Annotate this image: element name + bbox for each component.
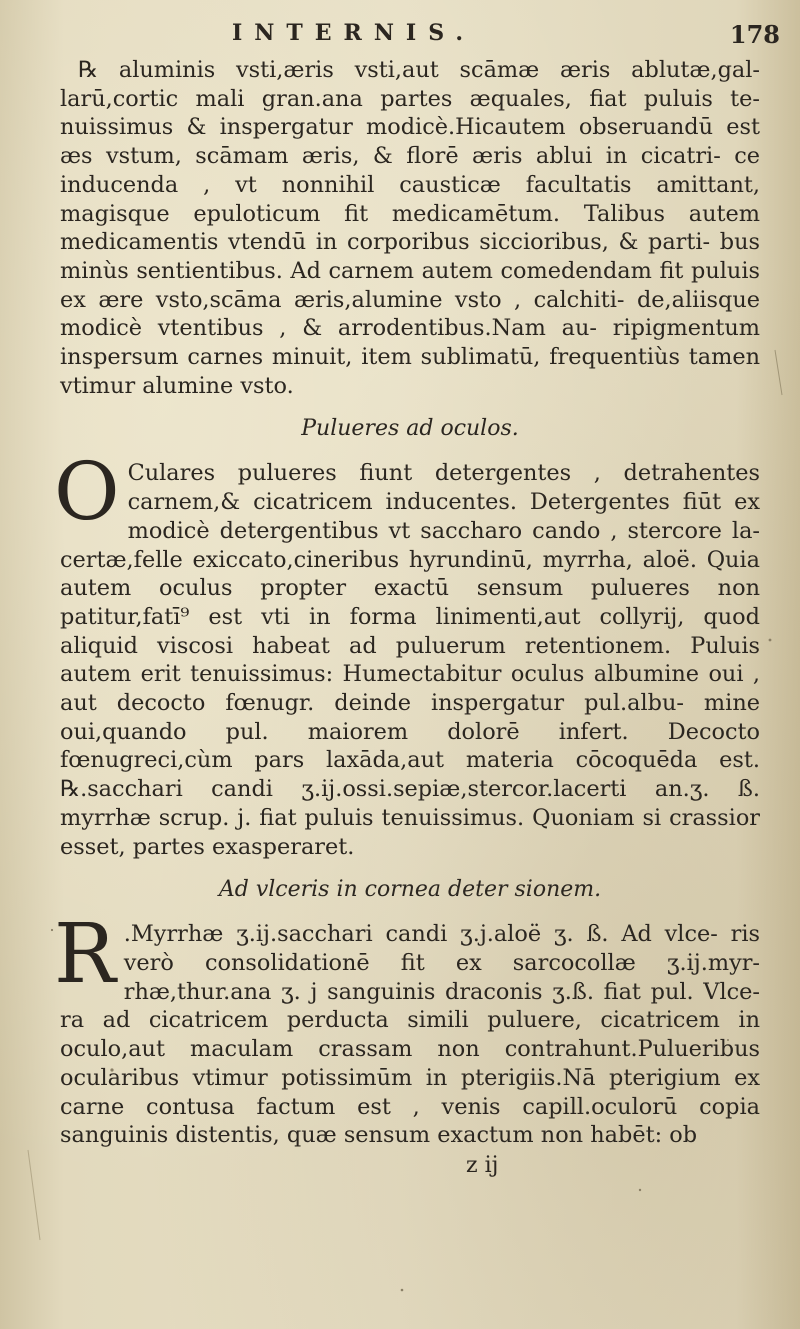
text-line: ℞.sacchari candi ʒ.ij.ossi.sepiæ,stercor.lacerti an.ʒ. (60, 776, 710, 803)
text-line: oculo,aut maculam crassam non contrahunt.Pulueribus (60, 1036, 760, 1063)
text-line: carnem,& cicatricem inducentes. Detergentes fiūt (127, 489, 722, 516)
text-line: bus minùs sentientibus. Ad carnem autem comedendam (60, 229, 761, 284)
text-line: rhæ,thur.ana ʒ. j sanguinis draconis ʒ.ß. fiat pul. Vlce- (123, 978, 760, 1005)
section-heading: Pulueres ad oculos. (301, 416, 519, 442)
text-line: ce inducenda , vt nonnihil causticæ facultatis amittant, (60, 143, 760, 198)
text-line: .Myrrhæ ʒ.ij.sacchari candi ʒ.j.aloë ʒ. ß. Ad vlce- (123, 921, 718, 948)
drop-cap: R (54, 907, 116, 1003)
text-line: ex modicè detergentibus vt saccharo cando , stercore la- (127, 489, 760, 544)
text-line: ℞ aluminis vsti,æris vsti,aut scāmæ æris ablutæ,gal- (78, 57, 760, 83)
text-line: ß. myrrhæ scrup. j. fiat puluis tenuissimus. Quoniam si (60, 776, 760, 831)
text-line: Quia autem oculus propter exactū sensum pulueres non (60, 546, 760, 602)
text-line: magisque epuloticum fit medicamētum. Talibus autem (60, 200, 760, 227)
section-heading: Ad vlceris in cornea deter sionem. (218, 877, 602, 903)
text-line: ra ad cicatricem perducta simili puluere, cicatricem in (60, 1007, 760, 1034)
running-head (0, 20, 800, 60)
drop-cap: O (54, 445, 120, 539)
text-line: patitur,fatī⁹ est vti in forma linimenti,aut collyrij, quod (60, 603, 760, 630)
text-line: ocularibus vtimur potissimūm in pterigiis.Nā pterigium (60, 1064, 721, 1091)
text-line: sanguinis distentis, quæ sensum exactum non habēt: ob (60, 1122, 698, 1149)
text-line: crassior esset, partes exasperaret. (60, 804, 761, 860)
text-line: autem erit tenuissimus: Humectabitur oculus albumine (60, 661, 700, 688)
text-line: oui , aut decocto fœnugr. deinde inspergatur pul.albu- (60, 661, 761, 717)
text-line: fit puluis ex ære vsto,scāma æris,alumine vsto , calchiti- (60, 257, 760, 313)
text-line: mine oui,quando pul. maiorem dolorē infert. Decocto (60, 690, 760, 745)
text-line: larū,cortic mali gran.ana partes æquales, fiat puluis te- (60, 85, 760, 112)
page-number: 178 (729, 20, 780, 49)
text-line: ex carne contusa factum est , venis capill.oculorū copia (60, 1064, 760, 1120)
text-line: frequentiùs tamen vtimur alumine vsto. (60, 344, 761, 399)
paragraph-aluminis (60, 56, 760, 400)
text-line: de,aliisque modicè vtentibus , & arrodentibus.Nam au- (60, 286, 760, 342)
text-line: ripigmentum inspersum carnes minuit, item sublimatū, (60, 315, 761, 371)
paragraph-vlceris (54, 907, 760, 1150)
text-line: certæ,felle exiccato,cineribus hyrundinū, myrrha, aloë. (60, 546, 697, 573)
text-line: Culares pulueres fiunt detergentes , detrahentes (127, 460, 760, 487)
text-line: ris verò consolidationē fit ex sarcocollæ ʒ.ij.myr- (123, 921, 760, 976)
text-line: aliquid viscosi habeat ad puluerum retentionem. Puluis (60, 632, 760, 659)
text-line: nuissimus & inspergatur modicè.Hicautem obseruandū (60, 114, 714, 141)
signature-mark: z ij (466, 1152, 499, 1178)
running-head-title: INTERNIS. (232, 20, 475, 46)
text-line: est æs vstum, scāmam æris, & florē æris ablui in cicatri- (60, 114, 760, 170)
text-block (54, 56, 761, 1181)
text-line: fœnugreci,cùm pars laxāda,aut materia cōcoquēda est. (60, 747, 760, 774)
paragraph-pulueres (54, 445, 761, 861)
text-line: medicamentis vtendū in corporibus siccioribus, & parti- (60, 229, 711, 256)
